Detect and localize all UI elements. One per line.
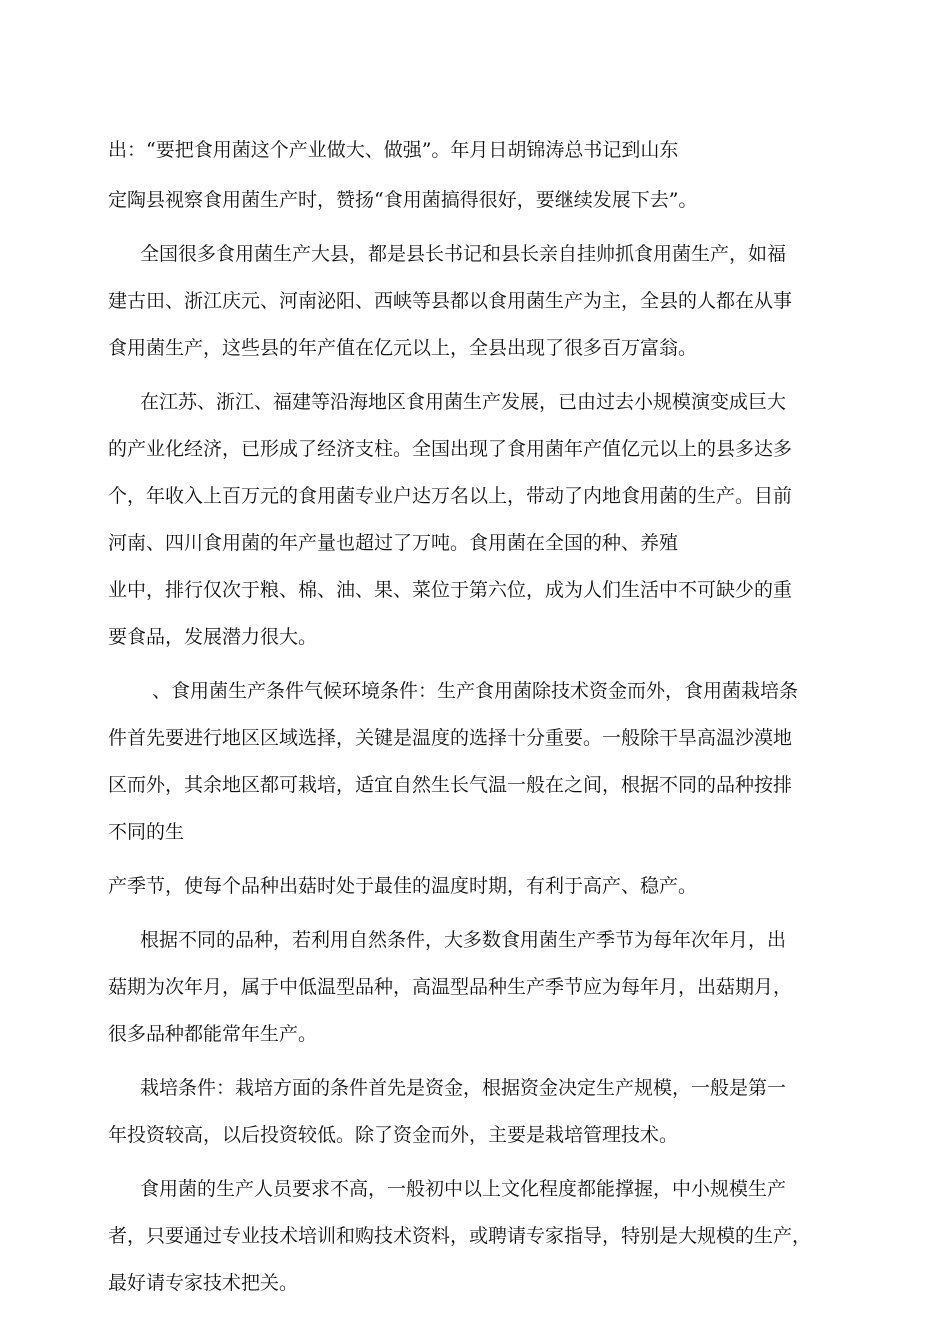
text-line: 区而外，其余地区都可栽培，适宜自然生长气温一般在之间，根据不同的品种按排 [108,775,793,795]
text-line: 食用菌的生产人员要求不高，一般初中以上文化程度都能撑握，中小规模生产 [140,1179,787,1199]
text-line: 出：“要把食用菌这个产业做大、做强”。年月日胡锦涛总书记到山东 [108,140,679,160]
text-line: 个，年收入上百万元的食用菌专业户达万名以上，带动了内地食用菌的生产。目前 [108,486,793,506]
text-line: 定陶县视察食用菌生产时，赞扬“食用菌搞得很好，要继续发展下去”。 [108,190,698,210]
text-line: 全国很多食用菌生产大县，都是县长书记和县长亲自挂帅抓食用菌生产，如福 [140,244,787,264]
text-line: 菇期为次年月，属于中低温型品种，高温型品种生产季节应为每年月，出菇期月， [108,977,793,997]
text-line: 产季节，使每个品种出菇时处于最佳的温度时期，有利于高产、稳产。 [108,876,698,896]
text-line: 者，只要通过专业技术培训和购技术资料，或聘请专家指导，特别是大规模的生产， [108,1226,812,1246]
text-line: 栽培条件：栽培方面的条件首先是资金，根据资金决定生产规模，一般是第一 [140,1078,787,1098]
text-line: 河南、四川食用菌的年产量也超过了万吨。食用菌在全国的种、养殖 [108,533,679,553]
document-body [108,140,858,1293]
text-line: 最好请专家技术把关。 [108,1273,299,1293]
text-line: 的产业化经济，已形成了经济支柱。全国出现了食用菌年产值亿元以上的县多达多 [108,439,793,459]
text-line: 建古田、浙江庆元、河南泌阳、西峡等县都以食用菌生产为主，全县的人都在从事 [108,291,793,311]
text-line: 、食用菌生产条件气候环境条件：生产食用菌除技术资金而外，食用菌栽培条 [152,681,799,701]
text-line: 业中，排行仅次于粮、棉、油、果、菜位于第六位，成为人们生活中不可缺少的重 [108,580,793,600]
text-line: 要食品，发展潜力很大。 [108,627,318,647]
text-line: 根据不同的品种，若利用自然条件，大多数食用菌生产季节为每年次年月，出 [140,930,787,950]
text-line: 很多品种都能常年生产。 [108,1024,318,1044]
text-line: 不同的生 [108,822,185,842]
text-line: 在江苏、浙江、福建等沿海地区食用菌生产发展，已由过去小规模演变成巨大 [140,392,787,412]
text-line: 食用菌生产，这些县的年产值在亿元以上，全县出现了很多百万富翁。 [108,338,698,358]
text-line: 件首先要进行地区区域选择，关键是温度的选择十分重要。一般除干旱高温沙漠地 [108,728,793,748]
text-line: 年投资较高，以后投资较低。除了资金而外，主要是栽培管理技术。 [108,1125,679,1145]
